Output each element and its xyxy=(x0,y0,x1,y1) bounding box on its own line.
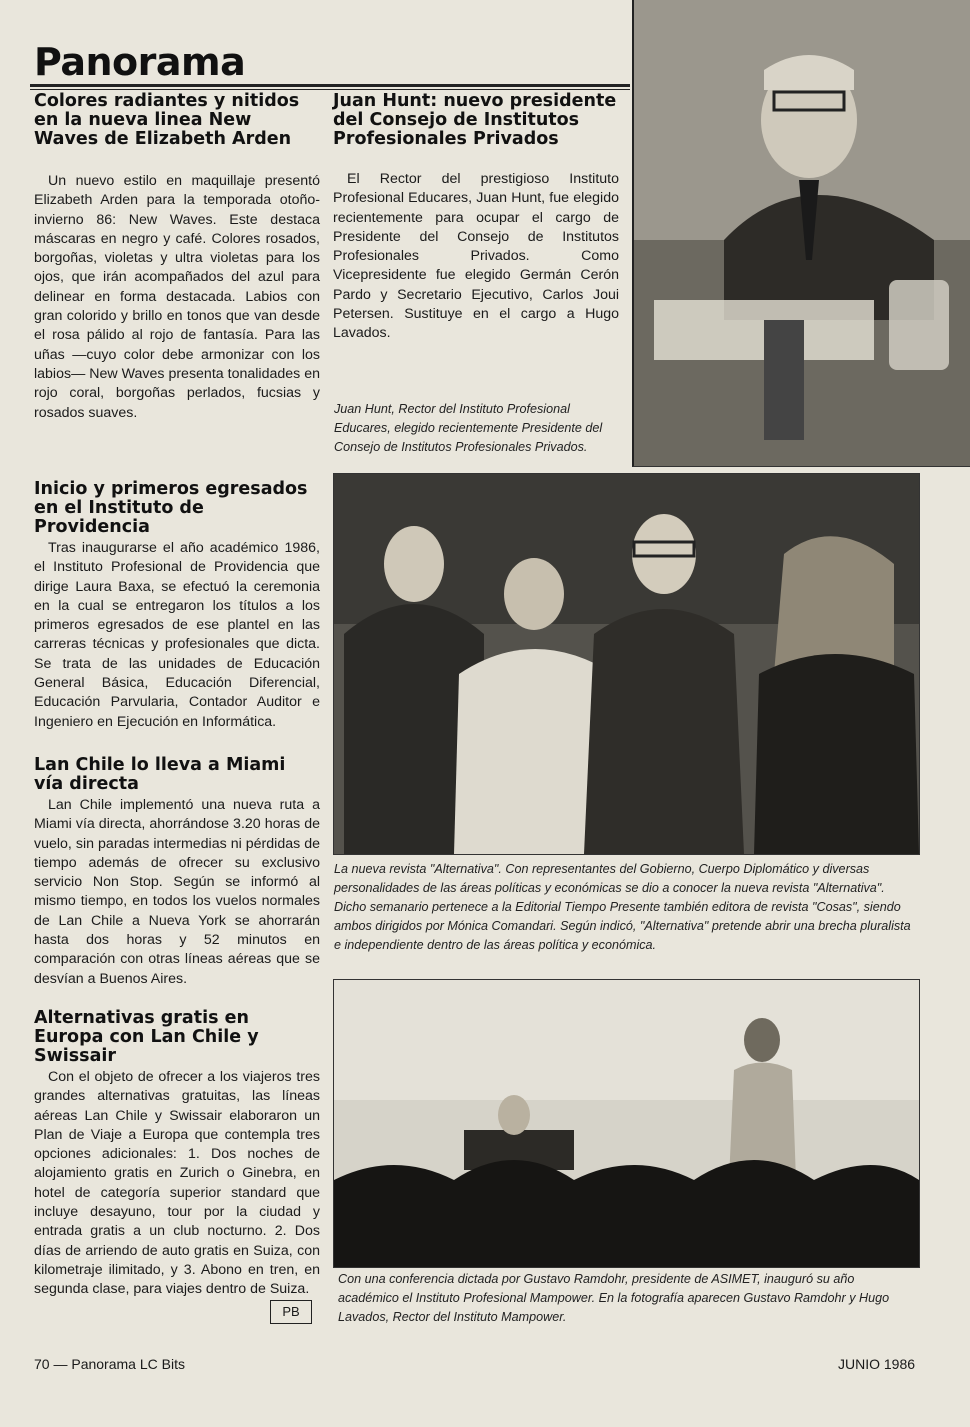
photo-caption-hunt: Juan Hunt, Rector del Instituto Profesional Educares, elegido recientemente Presidente del Consejo de Institutos Profesionales Privados. xyxy=(334,402,603,454)
article-body: Un nuevo estilo en maquillaje presentó Elizabeth Arden para la temporada otoño-invierno 86: New Waves. Este destaca máscaras en negro y café. Colores rosados, borgoñas, violetas y ultra violetas para los ojos, que irán acompañados del azul para delinear en forma destacada. Labios con gran colorido y brillo en tonos que van desde el rosa pálido al rojo de fantasía. Para las uñas —cuyo color debe armonizar con los labios— New Waves presenta tonalidades en rojo coral, borgoñas perlados, fucsias y rosados suaves. xyxy=(34,173,320,421)
portrait-illustration xyxy=(634,0,970,466)
article-body: Con el objeto de ofrecer a los viajeros tres grandes alternativas gratuitas, las líneas aéreas Lan Chile y Swissair elaboraron un Plan de Viaje a Europa que contempla tres opciones adicionales: 1. Dos noches de alojamiento gratis en Zurich o Ginebra, en hotel de categoría superior standard que incluye desayuno, tour por la ciudad y entrada gratis a un club nocturno. 2. Dos días de arriendo de auto gratis en Suiza, con kilometraje ilimitado, y 3. Abono en tren, en segunda clase, para viajes dentro de Suiza. xyxy=(34,1069,320,1298)
article-headline: Colores radiantes y nitidos en la nueva linea New Waves de Elizabeth Arden xyxy=(34,91,300,149)
group-photo-illustration xyxy=(334,474,919,854)
conference-photo-illustration xyxy=(334,980,919,1267)
article-headline: Lan Chile lo lleva a Miami vía directa xyxy=(34,755,286,794)
article-body: El Rector del prestigioso Instituto Profesional Educares, Juan Hunt, fue elegido recientemente para ocupar el cargo de Presidente del Consejo de Institutos Profesionales Privados. Como Vicepresidente fue elegido Germán Cerón Pardo y Secretario Ejecutivo, Carlos Joui Petersen. Sustituye en el cargo a Hugo Lavados. xyxy=(333,171,619,342)
article-juan-hunt xyxy=(333,92,619,344)
masthead-rule xyxy=(30,84,630,87)
section-title: Panorama xyxy=(34,40,246,84)
article-elizabeth-arden xyxy=(34,92,320,423)
author-initials-box: PB xyxy=(270,1300,312,1324)
page-footer-left: 70 — Panorama LC Bits xyxy=(34,1356,185,1372)
page-footer-right: JUNIO 1986 xyxy=(838,1356,916,1372)
article-body: Lan Chile implementó una nueva ruta a Miami vía directa, ahorrándose 3.20 horas de vuelo, sin paradas intermedias ni pérdidas de tiempo además de ofrecer su exclusivo servicio Non Stop. Según se informó al mismo tiempo, en todos los vuelos normales de Lan Chile a Nueva York se ahorrarán hasta dos horas y 52 minutos en comparación con otras líneas aéreas que se desvían a Buenos Aires. xyxy=(34,797,320,987)
photo-mampower-conference xyxy=(333,979,920,1268)
article-headline: Inicio y primeros egresados en el Instituto de Providencia xyxy=(34,479,308,537)
article-headline: Juan Hunt: nuevo presidente del Consejo de Institutos Profesionales Privados xyxy=(333,91,617,149)
article-providencia xyxy=(34,480,320,732)
article-lan-chile-miami xyxy=(34,756,320,989)
photo-juan-hunt xyxy=(632,0,970,467)
photo-caption-alternativa: La nueva revista "Alternativa". Con representantes del Gobierno, Cuerpo Diplomático y diversas personalidades de las áreas políticas y económicas se dio a conocer la nueva revista "Alternativa". Dicho semanario pertenece a la Editorial Tiempo Presente también editora de revista "Cosas", siendo ambos dirigidos por Mónica Comandari. Según indicó, "Alternativa" pretende abrir una brecha pluralista e independiente dentro de las áreas política y económica. xyxy=(334,862,911,952)
photo-caption-mampower: Con una conferencia dictada por Gustavo Ramdohr, presidente de ASIMET, inauguró su año académico el Instituto Profesional Mampower. En la fotografía aparecen Gustavo Ramdohr y Hugo Lavados, Rector del Instituto Mampower. xyxy=(338,1272,890,1324)
masthead-rule-thin xyxy=(30,89,630,90)
article-swissair xyxy=(34,1009,320,1300)
article-body: Tras inaugurarse el año académico 1986, el Instituto Profesional de Providencia que dirige Laura Baxa, se efectuó la ceremonia en la cual se entregaron los títulos a los primeros egresados de ese plantel en las carreras técnicas y profesionales que dicta. Se trata de las unidades de Educación General Básica, Educación Diferencial, Educación Parvularia, Contador Auditor e Ingeniero en Ejecución en Informática. xyxy=(34,540,320,730)
photo-alternativa-launch xyxy=(333,473,920,855)
article-headline: Alternativas gratis en Europa con Lan Chile y Swissair xyxy=(34,1008,259,1066)
